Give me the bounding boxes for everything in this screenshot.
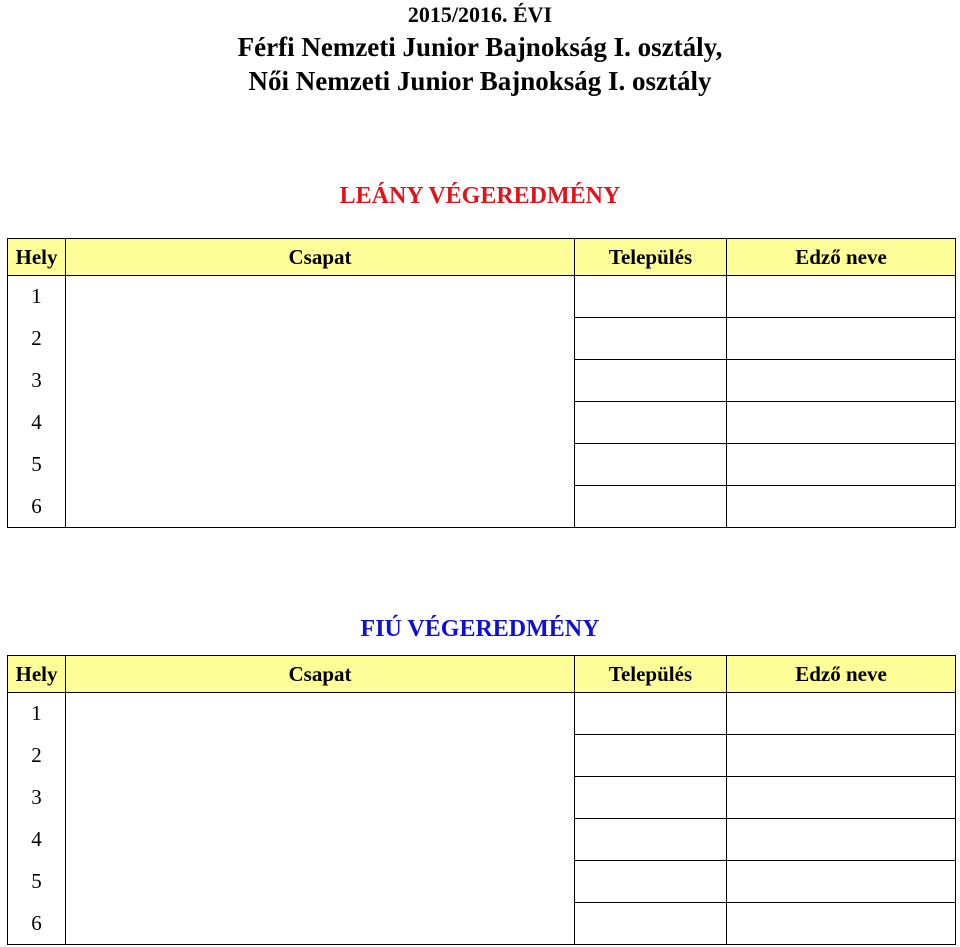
column-header-coach: Edző neve bbox=[727, 239, 956, 276]
boys-results-table bbox=[7, 655, 956, 945]
team-cell[interactable] bbox=[66, 861, 575, 903]
team-cell[interactable] bbox=[66, 903, 575, 945]
coach-cell[interactable] bbox=[727, 777, 956, 819]
team-cell[interactable] bbox=[66, 486, 575, 528]
championship-title-women: Női Nemzeti Junior Bajnokság I. osztály bbox=[248, 66, 712, 96]
city-cell[interactable] bbox=[575, 903, 727, 945]
column-header-coach: Edző neve bbox=[727, 656, 956, 693]
place-cell: 3 bbox=[8, 777, 66, 819]
coach-cell[interactable] bbox=[727, 402, 956, 444]
table-row bbox=[8, 318, 956, 360]
coach-cell[interactable] bbox=[727, 360, 956, 402]
column-header-place: Hely bbox=[8, 656, 66, 693]
coach-cell[interactable] bbox=[727, 903, 956, 945]
team-cell[interactable] bbox=[66, 693, 575, 735]
place-cell: 6 bbox=[8, 903, 66, 945]
city-cell[interactable] bbox=[575, 486, 727, 528]
city-cell[interactable] bbox=[575, 735, 727, 777]
table-row bbox=[8, 735, 956, 777]
boys-results-title: FIÚ VÉGEREDMÉNY bbox=[360, 616, 600, 642]
table-row bbox=[8, 444, 956, 486]
coach-cell[interactable] bbox=[727, 861, 956, 903]
table-header-row bbox=[8, 239, 956, 276]
table-row bbox=[8, 402, 956, 444]
coach-cell[interactable] bbox=[727, 693, 956, 735]
city-cell[interactable] bbox=[575, 819, 727, 861]
city-cell[interactable] bbox=[575, 360, 727, 402]
table-row bbox=[8, 903, 956, 945]
team-cell[interactable] bbox=[66, 360, 575, 402]
place-cell: 4 bbox=[8, 402, 66, 444]
team-cell[interactable] bbox=[66, 819, 575, 861]
girls-results-table bbox=[7, 238, 956, 528]
team-cell[interactable] bbox=[66, 276, 575, 318]
place-cell: 2 bbox=[8, 318, 66, 360]
table-row bbox=[8, 486, 956, 528]
season-heading: 2015/2016. ÉVI bbox=[407, 2, 553, 27]
coach-cell[interactable] bbox=[727, 819, 956, 861]
city-cell[interactable] bbox=[575, 861, 727, 903]
coach-cell[interactable] bbox=[727, 486, 956, 528]
team-cell[interactable] bbox=[66, 318, 575, 360]
place-cell: 4 bbox=[8, 819, 66, 861]
coach-cell[interactable] bbox=[727, 318, 956, 360]
city-cell[interactable] bbox=[575, 276, 727, 318]
table-row bbox=[8, 777, 956, 819]
column-header-team: Csapat bbox=[66, 656, 575, 693]
column-header-city: Település bbox=[575, 239, 727, 276]
table-row bbox=[8, 360, 956, 402]
place-cell: 1 bbox=[8, 276, 66, 318]
table-header-row bbox=[8, 656, 956, 693]
place-cell: 1 bbox=[8, 693, 66, 735]
place-cell: 3 bbox=[8, 360, 66, 402]
place-cell: 6 bbox=[8, 486, 66, 528]
column-header-team: Csapat bbox=[66, 239, 575, 276]
city-cell[interactable] bbox=[575, 402, 727, 444]
girls-results-title: LEÁNY VÉGEREDMÉNY bbox=[339, 183, 621, 209]
place-cell: 5 bbox=[8, 444, 66, 486]
team-cell[interactable] bbox=[66, 444, 575, 486]
table-row bbox=[8, 276, 956, 318]
championship-title-men: Férfi Nemzeti Junior Bajnokság I. osztály, bbox=[237, 32, 723, 62]
city-cell[interactable] bbox=[575, 444, 727, 486]
coach-cell[interactable] bbox=[727, 444, 956, 486]
city-cell[interactable] bbox=[575, 777, 727, 819]
team-cell[interactable] bbox=[66, 735, 575, 777]
coach-cell[interactable] bbox=[727, 735, 956, 777]
city-cell[interactable] bbox=[575, 693, 727, 735]
team-cell[interactable] bbox=[66, 402, 575, 444]
column-header-place: Hely bbox=[8, 239, 66, 276]
column-header-city: Település bbox=[575, 656, 727, 693]
team-cell[interactable] bbox=[66, 777, 575, 819]
table-row bbox=[8, 693, 956, 735]
table-row bbox=[8, 819, 956, 861]
table-row bbox=[8, 861, 956, 903]
city-cell[interactable] bbox=[575, 318, 727, 360]
coach-cell[interactable] bbox=[727, 276, 956, 318]
place-cell: 2 bbox=[8, 735, 66, 777]
place-cell: 5 bbox=[8, 861, 66, 903]
